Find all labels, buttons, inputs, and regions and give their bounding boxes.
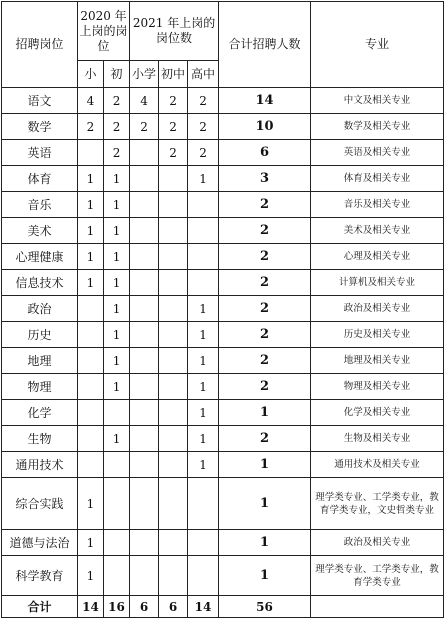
post-name: 语文 — [2, 88, 78, 114]
footer-row — [2, 596, 444, 618]
table-row — [2, 166, 444, 192]
row-total: 1 — [219, 530, 311, 556]
row-total: 1 — [219, 478, 311, 530]
position-count — [159, 166, 188, 192]
footer-label: 合计 — [2, 596, 78, 618]
post-name: 地理 — [2, 348, 78, 374]
position-count: 2 — [104, 140, 130, 166]
position-count — [188, 556, 219, 596]
table-row — [2, 88, 444, 114]
row-total: 2 — [219, 322, 311, 348]
position-count: 2 — [104, 114, 130, 140]
table-row — [2, 556, 444, 596]
subheader-2020-junior: 初 — [104, 61, 130, 88]
header-2020: 2020 年上岗的岗位 — [78, 2, 130, 61]
position-count — [130, 400, 159, 426]
post-name: 物理 — [2, 374, 78, 400]
position-count — [104, 556, 130, 596]
position-count: 1 — [104, 296, 130, 322]
position-count — [159, 400, 188, 426]
row-total: 2 — [219, 192, 311, 218]
position-count: 1 — [78, 192, 104, 218]
row-total: 2 — [219, 348, 311, 374]
table-row — [2, 140, 444, 166]
major-requirement: 音乐及相关专业 — [311, 192, 444, 218]
row-total: 2 — [219, 270, 311, 296]
position-count — [159, 478, 188, 530]
row-total: 2 — [219, 374, 311, 400]
position-count — [130, 530, 159, 556]
table-row — [2, 374, 444, 400]
subheader-2020-primary: 小 — [78, 61, 104, 88]
table-row — [2, 400, 444, 426]
major-requirement: 化学及相关专业 — [311, 400, 444, 426]
table-row — [2, 218, 444, 244]
post-name: 政治 — [2, 296, 78, 322]
header-major: 专业 — [311, 2, 444, 88]
position-count: 2 — [188, 88, 219, 114]
major-requirement: 中文及相关专业 — [311, 88, 444, 114]
row-total: 2 — [219, 296, 311, 322]
footer-value: 6 — [159, 596, 188, 618]
recruitment-table — [1, 1, 444, 618]
position-count — [78, 140, 104, 166]
position-count — [188, 530, 219, 556]
row-total: 2 — [219, 218, 311, 244]
header-total: 合计招聘人数 — [219, 2, 311, 88]
position-count — [159, 452, 188, 478]
position-count — [159, 530, 188, 556]
position-count — [130, 270, 159, 296]
major-requirement: 物理及相关专业 — [311, 374, 444, 400]
post-name: 化学 — [2, 400, 78, 426]
row-total: 2 — [219, 244, 311, 270]
position-count — [78, 426, 104, 452]
position-count — [159, 426, 188, 452]
position-count — [130, 426, 159, 452]
post-name: 通用技术 — [2, 452, 78, 478]
position-count: 1 — [78, 556, 104, 596]
position-count: 1 — [78, 244, 104, 270]
row-total: 1 — [219, 556, 311, 596]
position-count — [130, 322, 159, 348]
position-count — [159, 244, 188, 270]
row-total: 3 — [219, 166, 311, 192]
major-requirement: 政治及相关专业 — [311, 530, 444, 556]
post-name: 美术 — [2, 218, 78, 244]
post-name: 历史 — [2, 322, 78, 348]
table-row — [2, 270, 444, 296]
row-total: 2 — [219, 426, 311, 452]
position-count: 1 — [78, 478, 104, 530]
position-count: 1 — [188, 374, 219, 400]
position-count: 2 — [159, 140, 188, 166]
position-count — [130, 556, 159, 596]
post-name: 道德与法治 — [2, 530, 78, 556]
position-count — [130, 296, 159, 322]
position-count: 1 — [78, 270, 104, 296]
row-total: 1 — [219, 452, 311, 478]
position-count — [188, 218, 219, 244]
major-requirement: 政治及相关专业 — [311, 296, 444, 322]
footer-total: 56 — [219, 596, 311, 618]
position-count: 4 — [130, 88, 159, 114]
position-count — [130, 452, 159, 478]
major-requirement: 地理及相关专业 — [311, 348, 444, 374]
footer-value: 14 — [188, 596, 219, 618]
position-count — [188, 270, 219, 296]
header-post: 招聘岗位 — [2, 2, 78, 88]
position-count — [159, 192, 188, 218]
position-count — [78, 400, 104, 426]
position-count — [130, 244, 159, 270]
major-requirement: 美术及相关专业 — [311, 218, 444, 244]
position-count: 1 — [188, 426, 219, 452]
row-total: 10 — [219, 114, 311, 140]
position-count — [159, 296, 188, 322]
header-2021: 2021 年上岗的岗位数 — [130, 2, 219, 61]
position-count — [188, 192, 219, 218]
position-count — [78, 374, 104, 400]
table-row — [2, 348, 444, 374]
post-name: 英语 — [2, 140, 78, 166]
subheader-2021-primary: 小学 — [130, 61, 159, 88]
position-count — [78, 322, 104, 348]
position-count: 1 — [104, 348, 130, 374]
position-count — [159, 348, 188, 374]
footer-value: 16 — [104, 596, 130, 618]
position-count — [104, 530, 130, 556]
table-row — [2, 114, 444, 140]
post-name: 体育 — [2, 166, 78, 192]
table-row — [2, 426, 444, 452]
position-count: 1 — [188, 322, 219, 348]
position-count — [188, 478, 219, 530]
position-count: 1 — [188, 166, 219, 192]
position-count — [78, 296, 104, 322]
table-row — [2, 478, 444, 530]
subheader-2021-senior: 高中 — [188, 61, 219, 88]
major-requirement: 生物及相关专业 — [311, 426, 444, 452]
position-count: 1 — [78, 166, 104, 192]
major-requirement: 体育及相关专业 — [311, 166, 444, 192]
position-count — [104, 400, 130, 426]
position-count: 1 — [104, 192, 130, 218]
position-count: 2 — [104, 88, 130, 114]
major-requirement: 历史及相关专业 — [311, 322, 444, 348]
position-count: 1 — [78, 218, 104, 244]
table-row — [2, 322, 444, 348]
post-name: 综合实践 — [2, 478, 78, 530]
position-count: 1 — [188, 452, 219, 478]
post-name: 心理健康 — [2, 244, 78, 270]
table-row — [2, 192, 444, 218]
position-count: 1 — [104, 166, 130, 192]
position-count — [130, 478, 159, 530]
position-count: 1 — [188, 348, 219, 374]
table-row — [2, 296, 444, 322]
table-row — [2, 530, 444, 556]
major-requirement: 心理及相关专业 — [311, 244, 444, 270]
position-count — [159, 270, 188, 296]
position-count — [130, 166, 159, 192]
table-row — [2, 244, 444, 270]
footer-value: 14 — [78, 596, 104, 618]
major-requirement: 计算机及相关专业 — [311, 270, 444, 296]
position-count — [78, 452, 104, 478]
position-count — [159, 374, 188, 400]
position-count: 2 — [78, 114, 104, 140]
position-count: 1 — [78, 530, 104, 556]
position-count: 2 — [130, 114, 159, 140]
position-count: 1 — [188, 400, 219, 426]
position-count: 2 — [159, 88, 188, 114]
post-name: 音乐 — [2, 192, 78, 218]
position-count: 1 — [104, 374, 130, 400]
subheader-2021-junior: 初中 — [159, 61, 188, 88]
post-name: 信息技术 — [2, 270, 78, 296]
position-count — [159, 218, 188, 244]
position-count — [130, 192, 159, 218]
position-count — [78, 348, 104, 374]
position-count — [104, 452, 130, 478]
major-requirement: 理学类专业、工学类专业，教育学类专业 — [311, 556, 444, 596]
position-count: 1 — [104, 270, 130, 296]
row-total: 6 — [219, 140, 311, 166]
position-count — [104, 478, 130, 530]
position-count: 2 — [188, 140, 219, 166]
footer-value: 6 — [130, 596, 159, 618]
position-count: 2 — [188, 114, 219, 140]
position-count — [159, 322, 188, 348]
position-count: 1 — [104, 322, 130, 348]
position-count — [130, 348, 159, 374]
major-requirement: 理学类专业、工学类专业，教育学类专业，文史哲类专业 — [311, 478, 444, 530]
position-count: 1 — [104, 218, 130, 244]
major-requirement: 数学及相关专业 — [311, 114, 444, 140]
position-count — [159, 556, 188, 596]
major-requirement: 通用技术及相关专业 — [311, 452, 444, 478]
footer-major — [311, 596, 444, 618]
position-count: 1 — [104, 244, 130, 270]
position-count — [130, 140, 159, 166]
table-row — [2, 452, 444, 478]
row-total: 1 — [219, 400, 311, 426]
post-name: 生物 — [2, 426, 78, 452]
position-count: 1 — [188, 296, 219, 322]
row-total: 14 — [219, 88, 311, 114]
position-count — [188, 244, 219, 270]
position-count — [130, 218, 159, 244]
position-count: 4 — [78, 88, 104, 114]
post-name: 科学教育 — [2, 556, 78, 596]
major-requirement: 英语及相关专业 — [311, 140, 444, 166]
position-count — [130, 374, 159, 400]
post-name: 数学 — [2, 114, 78, 140]
position-count: 1 — [104, 426, 130, 452]
position-count: 2 — [159, 114, 188, 140]
